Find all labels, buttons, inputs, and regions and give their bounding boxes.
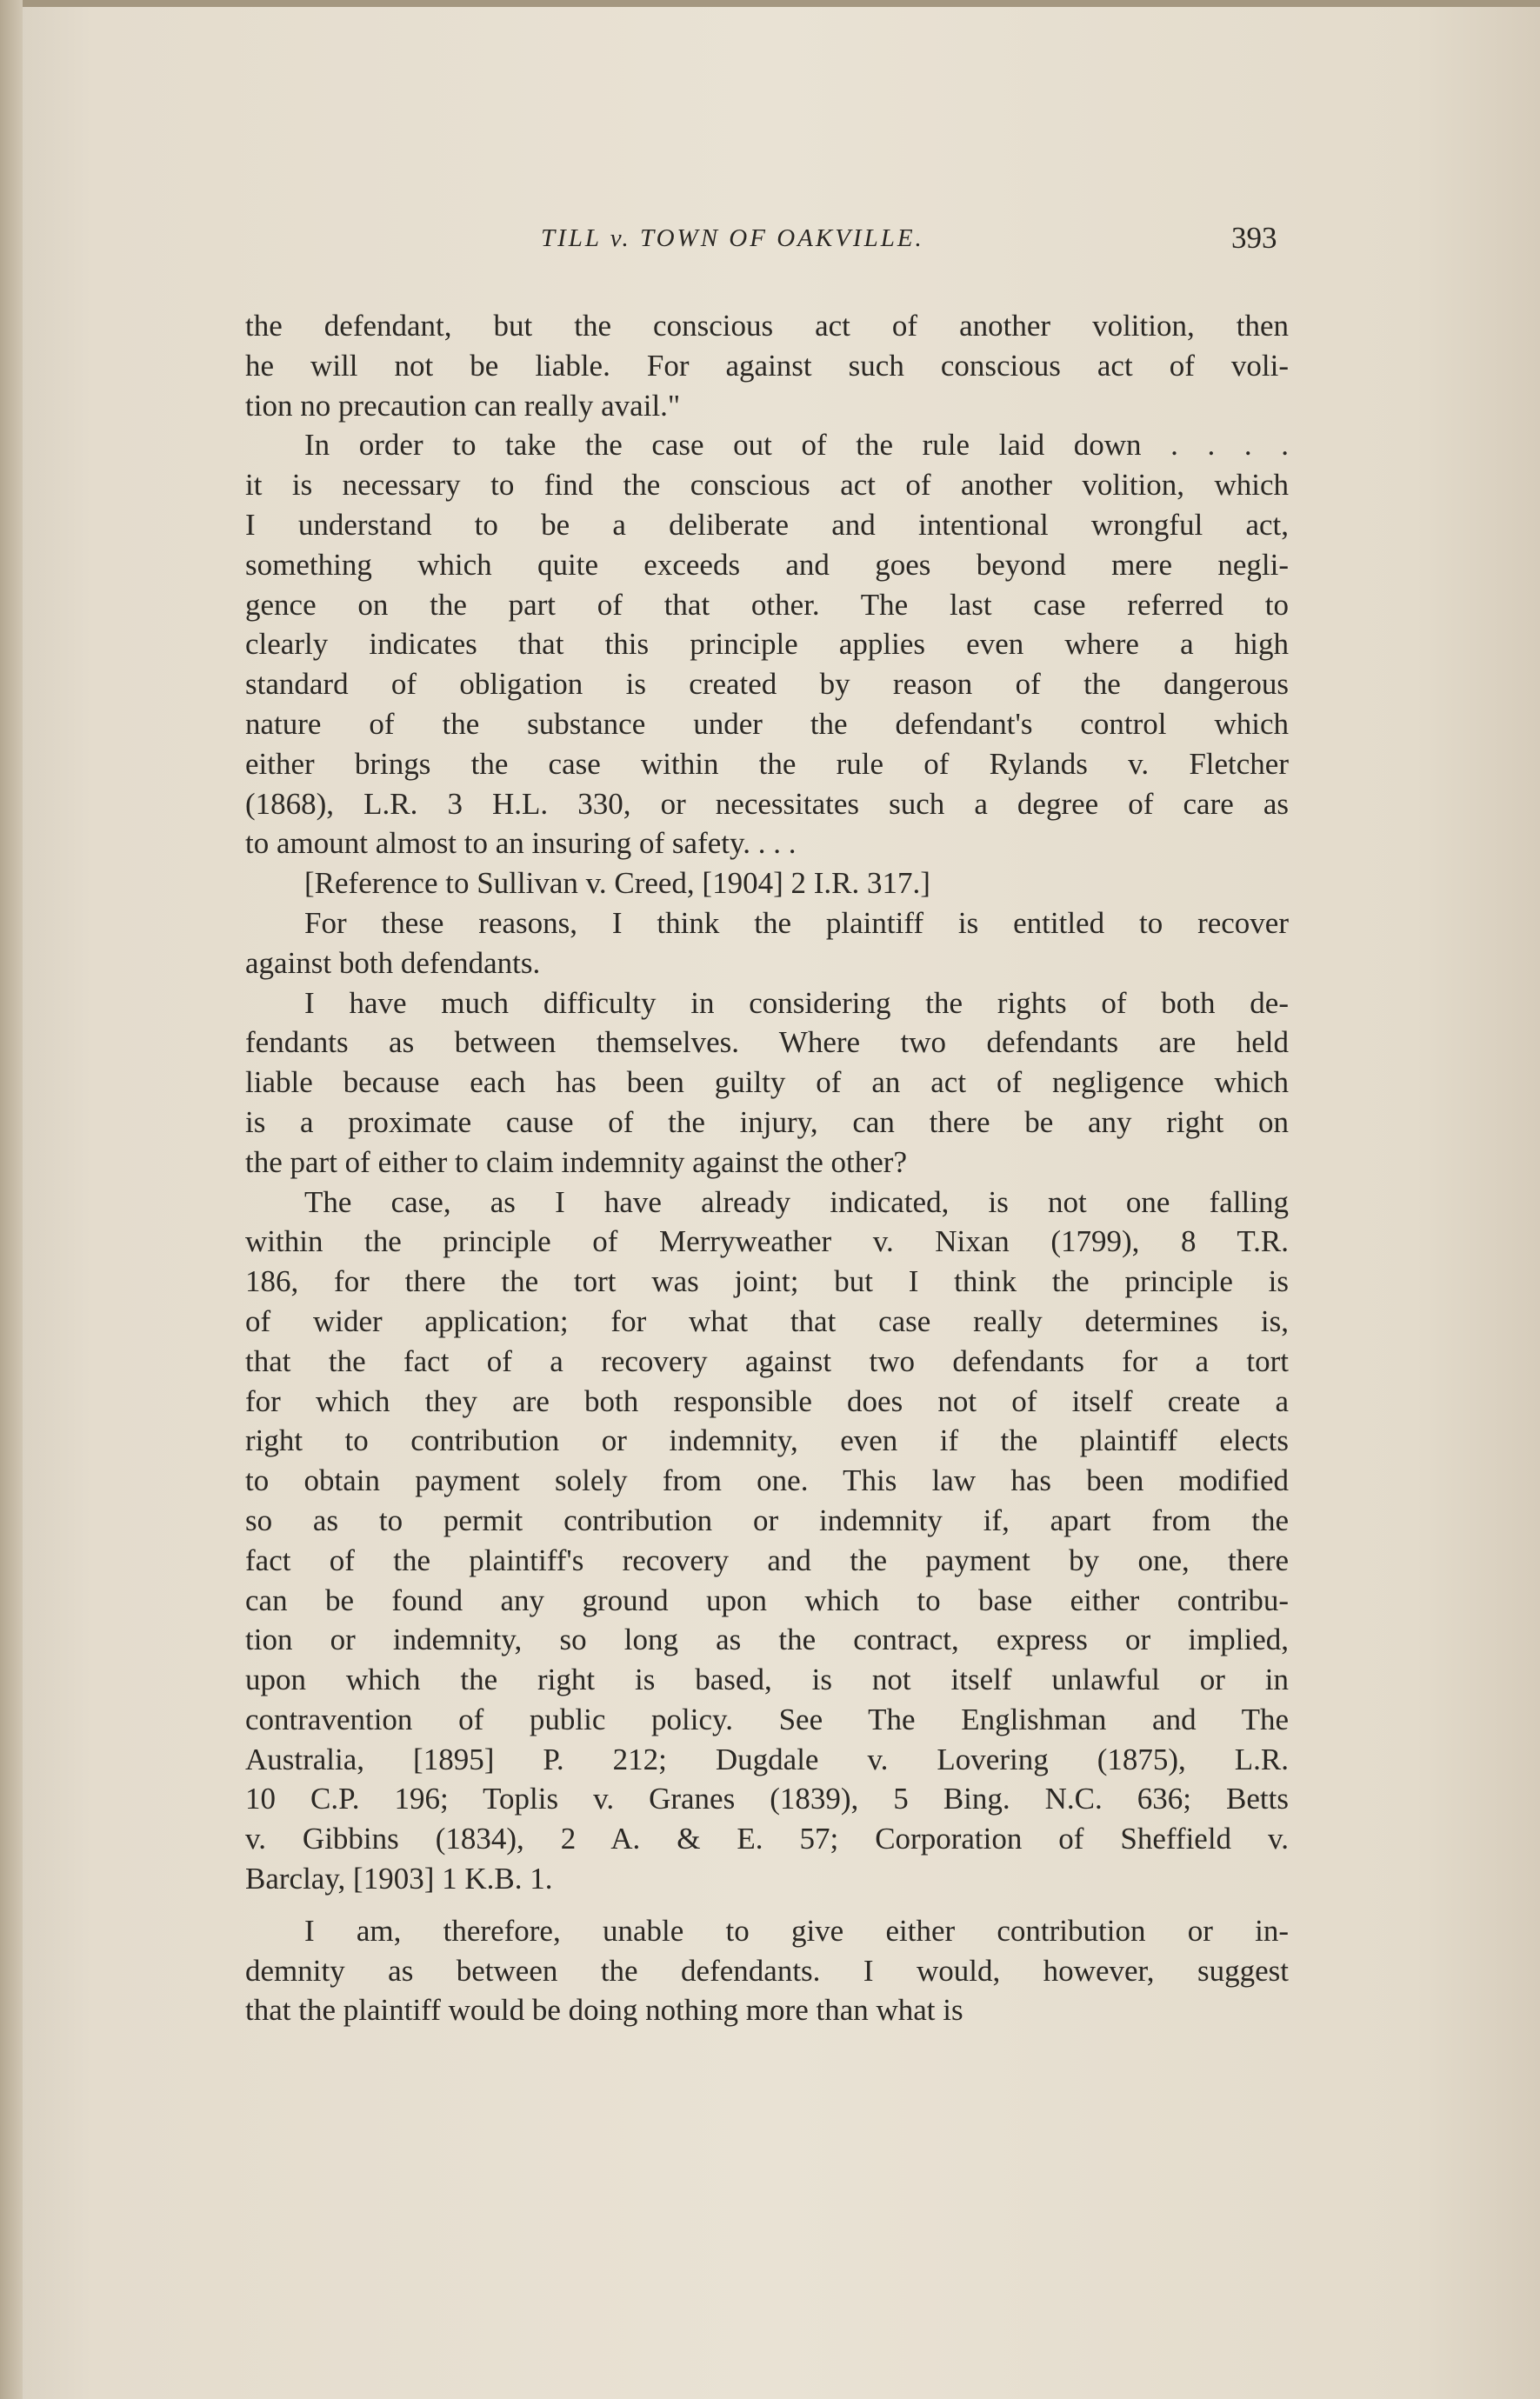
text-line: v. Gibbins (1834), 2 A. & E. 57; Corporation of Sheffield v.: [245, 1822, 1289, 1856]
text-line: I understand to be a deliberate and intentional wrongful act,: [245, 507, 1289, 542]
text-line: Australia, [1895] P. 212; Dugdale v. Lovering (1875), L.R.: [245, 1742, 1289, 1776]
text-line: right to contribution or indemnity, even if the plaintiff elects: [245, 1423, 1289, 1458]
text-line: against both defendants.: [245, 945, 541, 980]
paragraph: [245, 1183, 1289, 1899]
paragraph: [245, 903, 1289, 983]
text-line: I have much difficulty in considering the rights of both de-: [304, 985, 1289, 1020]
text-line: For these reasons, I think the plaintiff is entitled to recover: [304, 905, 1289, 940]
page-number: 393: [1231, 221, 1277, 255]
paragraph: [245, 983, 1289, 1183]
text-line: that the plaintiff would be doing nothing more than what is: [245, 1993, 963, 2028]
text-line: 10 C.P. 196; Toplis v. Granes (1839), 5 Bing. N.C. 636; Betts: [245, 1782, 1289, 1816]
text-line: upon which the right is based, is not itself unlawful or in: [245, 1663, 1289, 1697]
text-line: so as to permit contribution or indemnity if, apart from the: [245, 1503, 1289, 1537]
paragraph: [245, 425, 1289, 863]
text-line: to obtain payment solely from one. This law has been modified: [245, 1463, 1289, 1498]
text-line: tion no precaution can really avail.": [245, 388, 681, 423]
text-line: for which they are both responsible does not of itself create a: [245, 1383, 1289, 1418]
text-line: Barclay, [1903] 1 K.B. 1.: [245, 1862, 553, 1896]
paragraph: [245, 1911, 1289, 2030]
text-line: of wider application; for what that case really determines is,: [245, 1303, 1289, 1338]
text-line: standard of obligation is created by reason of the dangerous: [245, 667, 1289, 702]
body-text: [245, 306, 1289, 2030]
text-line: can be found any ground upon which to base either contribu-: [245, 1583, 1289, 1617]
running-head: [245, 217, 1289, 270]
text-line: that the fact of a recovery against two defendants for a tort: [245, 1343, 1289, 1378]
text-line: it is necessary to find the conscious act of another volition, which: [245, 468, 1289, 503]
text-line: is a proximate cause of the injury, can there be any right on: [245, 1104, 1289, 1139]
text-line: within the principle of Merryweather v. Nixan (1799), 8 T.R.: [245, 1224, 1289, 1259]
text-line: something which quite exceeds and goes beyond mere negli-: [245, 547, 1289, 582]
text-line: In order to take the case out of the rule laid down . . . .: [304, 428, 1289, 463]
page-top-edge: [0, 0, 1540, 7]
text-line: the defendant, but the conscious act of another volition, then: [245, 309, 1289, 343]
text-line: the part of either to claim indemnity against the other?: [245, 1144, 907, 1179]
text-line: (1868), L.R. 3 H.L. 330, or necessitates such a degree of care as: [245, 786, 1289, 821]
paragraph: [245, 306, 1289, 425]
text-line: fact of the plaintiff's recovery and the payment by one, there: [245, 1543, 1289, 1577]
text-line: gence on the part of that other. The last case referred to: [245, 587, 1289, 622]
text-line: nature of the substance under the defendant's control which: [245, 706, 1289, 741]
text-line: to amount almost to an insuring of safety. . . .: [245, 826, 797, 861]
text-line: fendants as between themselves. Where two defendants are held: [245, 1025, 1289, 1060]
text-line: contravention of public policy. See The Englishman and The: [245, 1702, 1289, 1736]
text-line: either brings the case within the rule of Rylands v. Fletcher: [245, 746, 1289, 781]
text-line: tion or indemnity, so long as the contract, express or implied,: [245, 1623, 1289, 1657]
text-line: I am, therefore, unable to give either contribution or in-: [304, 1913, 1289, 1948]
text-line: demnity as between the defendants. I would, however, suggest: [245, 1953, 1289, 1988]
running-title: TILL v. TOWN OF OAKVILLE.: [541, 224, 924, 252]
text-line: clearly indicates that this principle applies even where a high: [245, 627, 1289, 662]
text-line: [Reference to Sullivan v. Creed, [1904] 2 I.R. 317.]: [304, 866, 930, 901]
paragraph: [245, 863, 1289, 903]
text-line: liable because each has been guilty of an act of negligence which: [245, 1065, 1289, 1100]
page-binding-edge: [0, 0, 23, 2399]
text-line: 186, for there the tort was joint; but I think the principle is: [245, 1264, 1289, 1299]
text-line: The case, as I have already indicated, is not one falling: [304, 1184, 1289, 1219]
text-line: he will not be liable. For against such conscious act of voli-: [245, 348, 1289, 383]
